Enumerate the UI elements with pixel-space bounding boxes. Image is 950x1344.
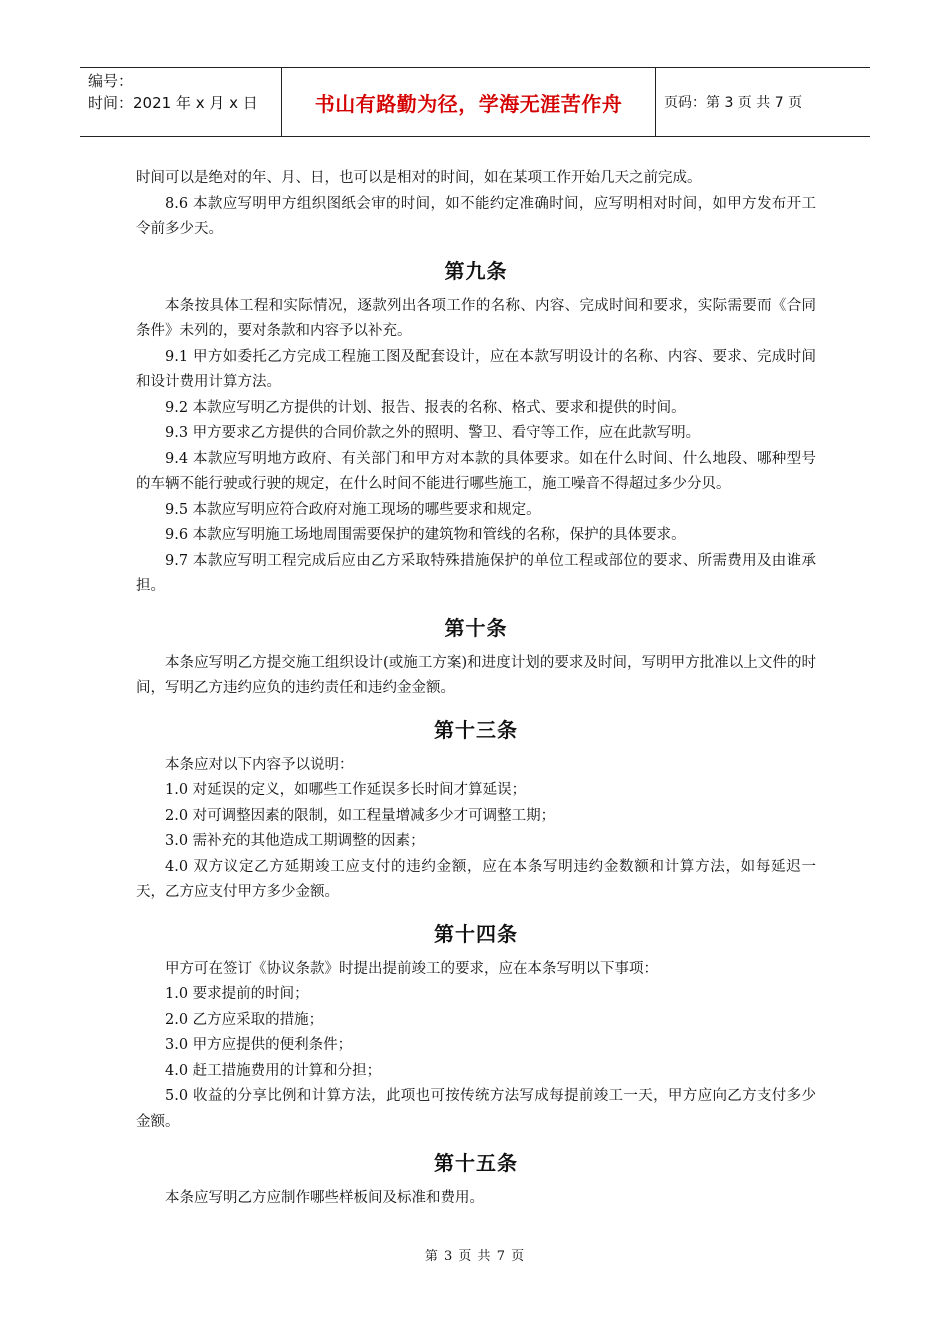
section-title: 第九条 xyxy=(444,258,508,283)
paragraph: 本条按具体工程和实际情况，逐款列出各项工作的名称、内容、完成时间和要求，实际需要而《合同条件》未列的，要对条款和内容予以补充。 xyxy=(136,297,816,339)
paragraph: 9.4 本款应写明地方政府、有关部门和甲方对本款的具体要求。如在什么时间、什么地段、哪种型号的车辆不能行驶或行驶的规定，在什么时间不能进行哪些施工，施工噪音不得超过多少分贝。 xyxy=(136,450,816,492)
document-body xyxy=(136,166,816,1212)
section-title: 第十三条 xyxy=(434,717,518,742)
paragraph: 1.0 对延误的定义，如哪些工作延误多长时间才算延误； xyxy=(165,782,527,798)
paragraph: 甲方可在签订《协议条款》时提出提前竣工的要求，应在本条写明以下事项： xyxy=(165,960,658,977)
paragraph: 2.0 乙方应采取的措施； xyxy=(165,1011,324,1028)
paragraph: 3.0 需补充的其他造成工期调整的因素； xyxy=(165,833,425,849)
paragraph: 本条应写明乙方提交施工组织设计(或施工方案)和进度计划的要求及时间，写明甲方批准以上文件的时间，写明乙方违约应负的违约责任和违约金金额。 xyxy=(136,654,816,696)
document-number-label: 编号： xyxy=(88,72,134,90)
header-motto-cell xyxy=(282,68,656,136)
paragraph: 9.1 甲方如委托乙方完成工程施工图及配套设计，应在本款写明设计的名称、内容、要求、完成时间和设计费用计算方法。 xyxy=(136,348,816,390)
section-title: 第十四条 xyxy=(434,921,518,946)
header-meta xyxy=(80,68,282,136)
paragraph: 1.0 要求提前的时间； xyxy=(165,986,309,1002)
document-time-label: 时间：2021 年 x 月 x 日 xyxy=(88,94,258,112)
header-motto: 书山有路勤为径，学海无涯苦作舟 xyxy=(314,91,623,116)
page-header xyxy=(80,67,870,137)
paragraph: 5.0 收益的分享比例和计算方法，此项也可按传统方法写成每提前竣工一天，甲方应向乙方支付多少金额。 xyxy=(136,1088,816,1130)
paragraph: 2.0 对可调整因素的限制，如工程量增减多少才可调整工期； xyxy=(165,807,556,824)
paragraph: 9.5 本款应写明应符合政府对施工现场的哪些要求和规定。 xyxy=(165,501,541,518)
paragraph: 8.6 本款应写明甲方组织图纸会审的时间，如不能约定准确时间，应写明相对时间，如甲方发布开工令前多少天。 xyxy=(136,195,816,237)
paragraph: 4.0 双方议定乙方延期竣工应支付的违约金额，应在本条写明违约金数额和计算方法，如每延迟一天，乙方应支付甲方多少金额。 xyxy=(136,858,816,900)
page-footer: 第 3 页 共 7 页 xyxy=(424,1249,526,1264)
header-page-cell xyxy=(656,68,870,136)
paragraph: 9.6 本款应写明施工场地周围需要保护的建筑物和管线的名称，保护的具体要求。 xyxy=(165,527,686,543)
paragraph: 3.0 甲方应提供的便利条件； xyxy=(165,1037,353,1053)
paragraph: 时间可以是绝对的年、月、日，也可以是相对的时间，如在某项工作开始几天之前完成。 xyxy=(136,170,702,186)
section-title: 第十五条 xyxy=(434,1151,518,1175)
paragraph: 本条应写明乙方应制作哪些样板间及标准和费用。 xyxy=(165,1190,484,1206)
paragraph: 9.3 甲方要求乙方提供的合同价款之外的照明、警卫、看守等工作，应在此款写明。 xyxy=(165,425,701,441)
paragraph: 9.7 本款应写明工程完成后应由乙方采取特殊措施保护的单位工程或部位的要求、所需费用及由谁承担。 xyxy=(136,552,816,594)
paragraph: 4.0 赶工措施费用的计算和分担； xyxy=(165,1062,382,1079)
header-page-label: 页码：第 3 页 共 7 页 xyxy=(664,95,803,111)
section-title: 第十条 xyxy=(444,615,508,640)
paragraph: 9.2 本款应写明乙方提供的计划、报告、报表的名称、格式、要求和提供的时间。 xyxy=(165,399,686,416)
paragraph: 本条应对以下内容予以说明： xyxy=(165,756,354,773)
